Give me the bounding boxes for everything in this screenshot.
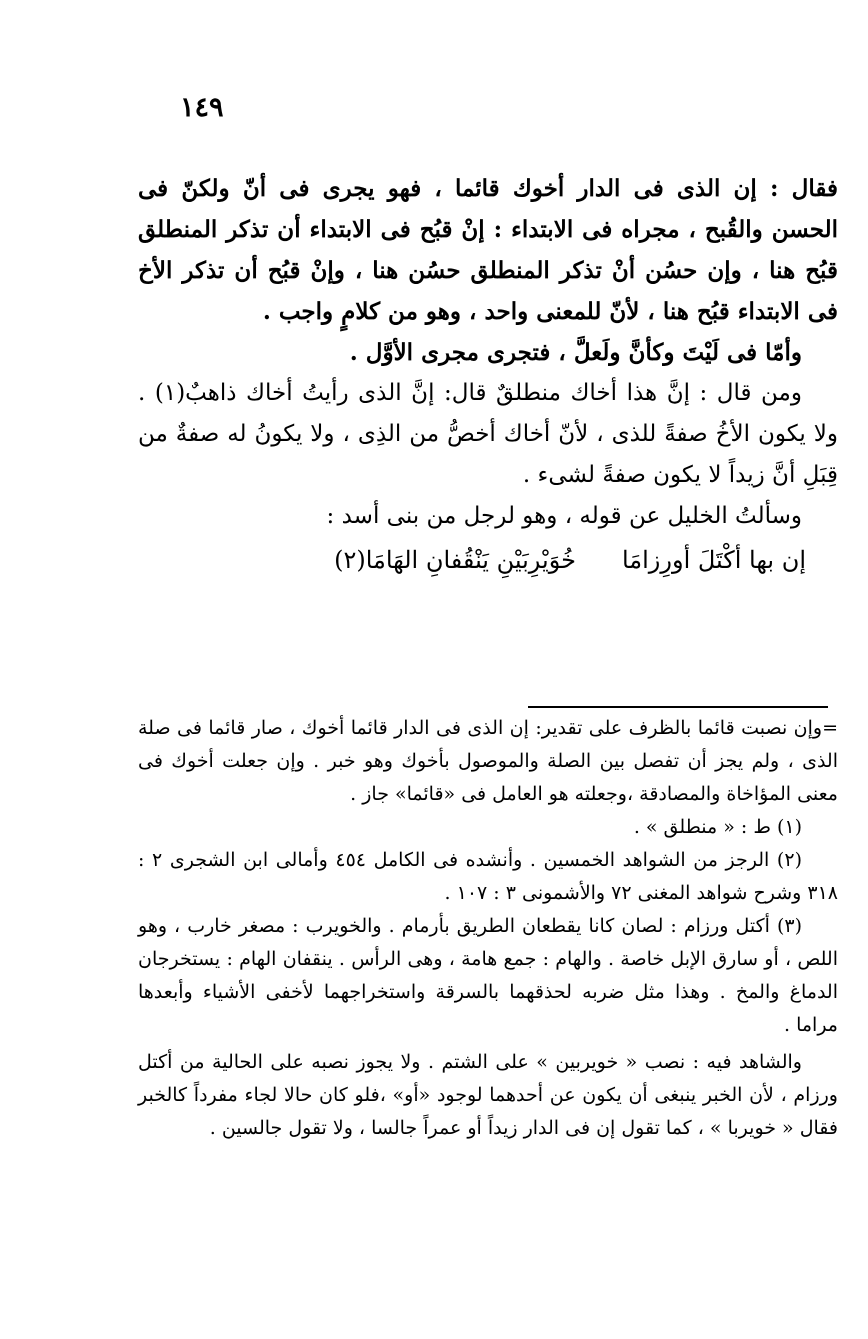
paragraph-4: وسألتُ الخليل عن قوله ، وهو لرجل من بنى أسد : <box>326 503 802 529</box>
paragraph-1: فقال : إن الذى فى الدار أخوك قائما ، فهو يجرى فى أنّ ولكنّ فى الحسن والقُبح ، مجراه فى الابتداء : إنْ قبُح فى الابتداء أن تذكر المنطلق قبُح هنا ، وإن حسُن أنْ تذكر المنطلق حسُن هنا ، وإنْ قبُح أن تذكر الأخ فى الابتداء قبُح هنا ، لأنّ للمعنى واحد ، وهو من كلامٍ واجب . <box>138 175 838 325</box>
footnote-1: (١) ط : « منطلق » . <box>633 816 802 838</box>
footnote-3: (٣) أكتل ورزام : لصان كانا يقطعان الطريق بأرمام . والخويرب : مصغر خارب ، وهو اللص ، أو سارق الإبل خاصة . والهام : جمع هامة ، وهى الرأس . ينقفان الهام : يستخرجان الدماغ والمخ . وهذا مثل ضربه لحذقهما بالسرقة واستخراجهما لأخفى الأشياء وأبعدها مراما . <box>138 915 838 1036</box>
paragraph-2: وأمّا فى لَيْتَ وكأنَّ ولَعلَّ ، فتجرى مجرى الأوَّل . <box>349 339 802 366</box>
poetry-verse <box>138 537 838 583</box>
footnote-witness: والشاهد فيه : نصب « خويربين » على الشتم . ولا يجوز نصبه على الحالية من أكتل ورزام ، لأن الخبر ينبغى أن يكون عن أحدهما لوجود «أو» ،فلو كان حالا لجاء مفرداً كالخبر فقال « خويربا » ، كما تقول إن فى الدار زيداً أو عمراً جالسا ، ولا تقول جالسين . <box>138 1051 838 1139</box>
main-text <box>138 168 838 583</box>
footnote-continuation: =وإن نصبت قائما بالظرف على تقدير: إن الذى فى الدار قائما أخوك ، صار قائما فى صلة الذى ، ولم يجز أن تفصل بين الصلة والموصول بأخوك وهو خبر . وإن جعلت أخوك فى معنى المؤاخاة والمصادقة ،وجعلته هو العامل فى «قائما» جاز . <box>138 717 838 805</box>
footnote-2: (٢) الرجز من الشواهد الخمسين . وأنشده فى الكامل ٤٥٤ وأمالى ابن الشجرى ٢ : ٣١٨ وشرح شواهد المغنى ٧٢ والأشمونى ٣ : ١٠٧ . <box>138 849 838 904</box>
page-number: ١٤٩ <box>180 92 224 123</box>
verse-second-hemistich: خُوَيْرِبَيْنِ يَنْقُفانِ الهَامَا(٢) <box>334 546 576 574</box>
paragraph-3: ومن قال : إنَّ هذا أخاك منطلقٌ قال: إنَّ الذى رأيتُ أخاك ذاهبٌ(١) . ولا يكون الأخُ صفةً للذى ، لأنّ أخاك أخصُّ من الذِى ، ولا يكونُ له صفةٌ من قِبَلِ أنَّ زيداً لا يكون صفةً لشىء . <box>138 380 838 488</box>
verse-first-hemistich: إن بها أكْتَلَ أورِزامَا <box>621 546 806 574</box>
footnote-divider <box>528 706 828 708</box>
footnotes <box>138 712 838 1145</box>
